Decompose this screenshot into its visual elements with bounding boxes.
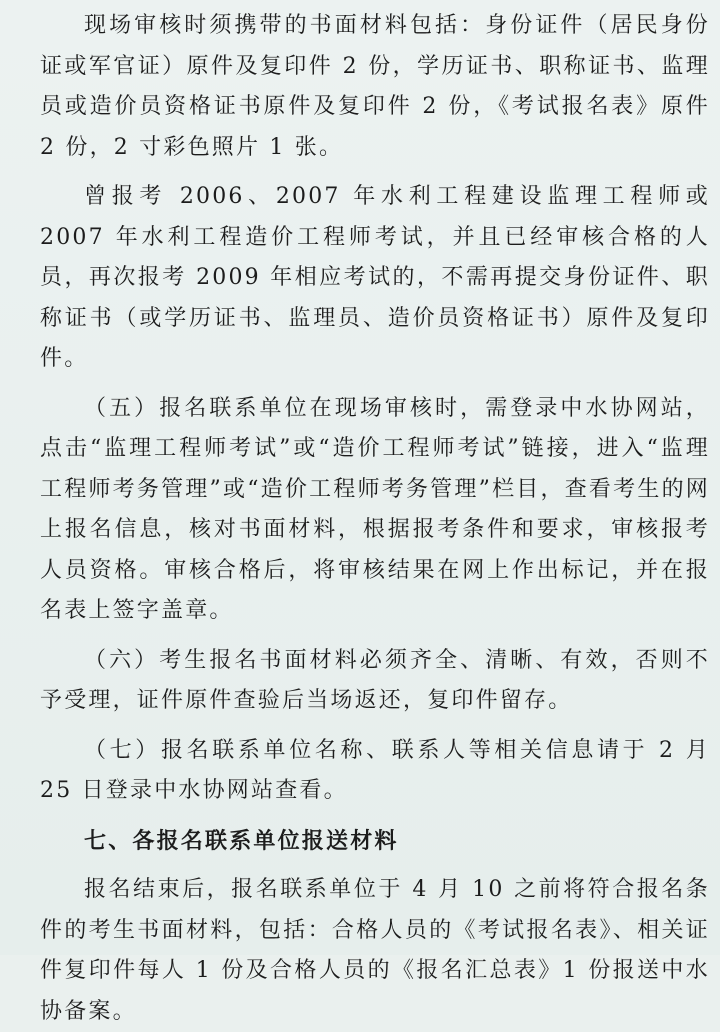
paragraph-required-materials: 现场审核时须携带的书面材料包括：身份证件（居民身份证或军官证）原件及复印件 2 份，学历证书、职称证书、监理员或造价员资格证书原件及复印件 2 份，《考试报名表》原件 2 份，2 寸彩色照片 1 张。: [40, 13, 710, 160]
paragraph-item-five: （五）报名联系单位在现场审核时，需登录中水协网站，点击“监理工程师考试”或“造价工程师考试”链接，进入“监理工程师考务管理”或“造价工程师考务管理”栏目，查看考生的网上报名信息，核对书面材料，根据报考条件和要求，审核报考人员资格。审核合格后，将审核结果在网上作出标记，并在报名表上签字盖章。: [40, 395, 710, 623]
paragraph-item-six: （六）考生报名书面材料必须齐全、清晰、有效，否则不予受理，证件原件查验后当场返还，复印件留存。: [40, 647, 710, 713]
section-heading: 七、各报名联系单位报送材料: [84, 827, 399, 854]
paragraph-submission: 报名结束后，报名联系单位于 4 月 10 之前将符合报名条件的考生书面材料，包括：合格人员的《考试报名表》、相关证件复印件每人 1 份及合格人员的《报名汇总表》1 份报送中水协备案。: [40, 877, 710, 1024]
paragraph-item-seven: （七）报名联系单位名称、联系人等相关信息请于 2 月 25 日登录中水协网站查看。: [40, 737, 710, 803]
paragraph-previous-applicants: 曾报考 2006、2007 年水利工程建设监理工程师或 2007 年水利工程造价工程师考试，并且已经审核合格的人员，再次报考 2009 年相应考试的，不需再提交身份证件、职称证书（或学历证书、监理员、造价员资格证书）原件及复印件。: [40, 184, 710, 371]
